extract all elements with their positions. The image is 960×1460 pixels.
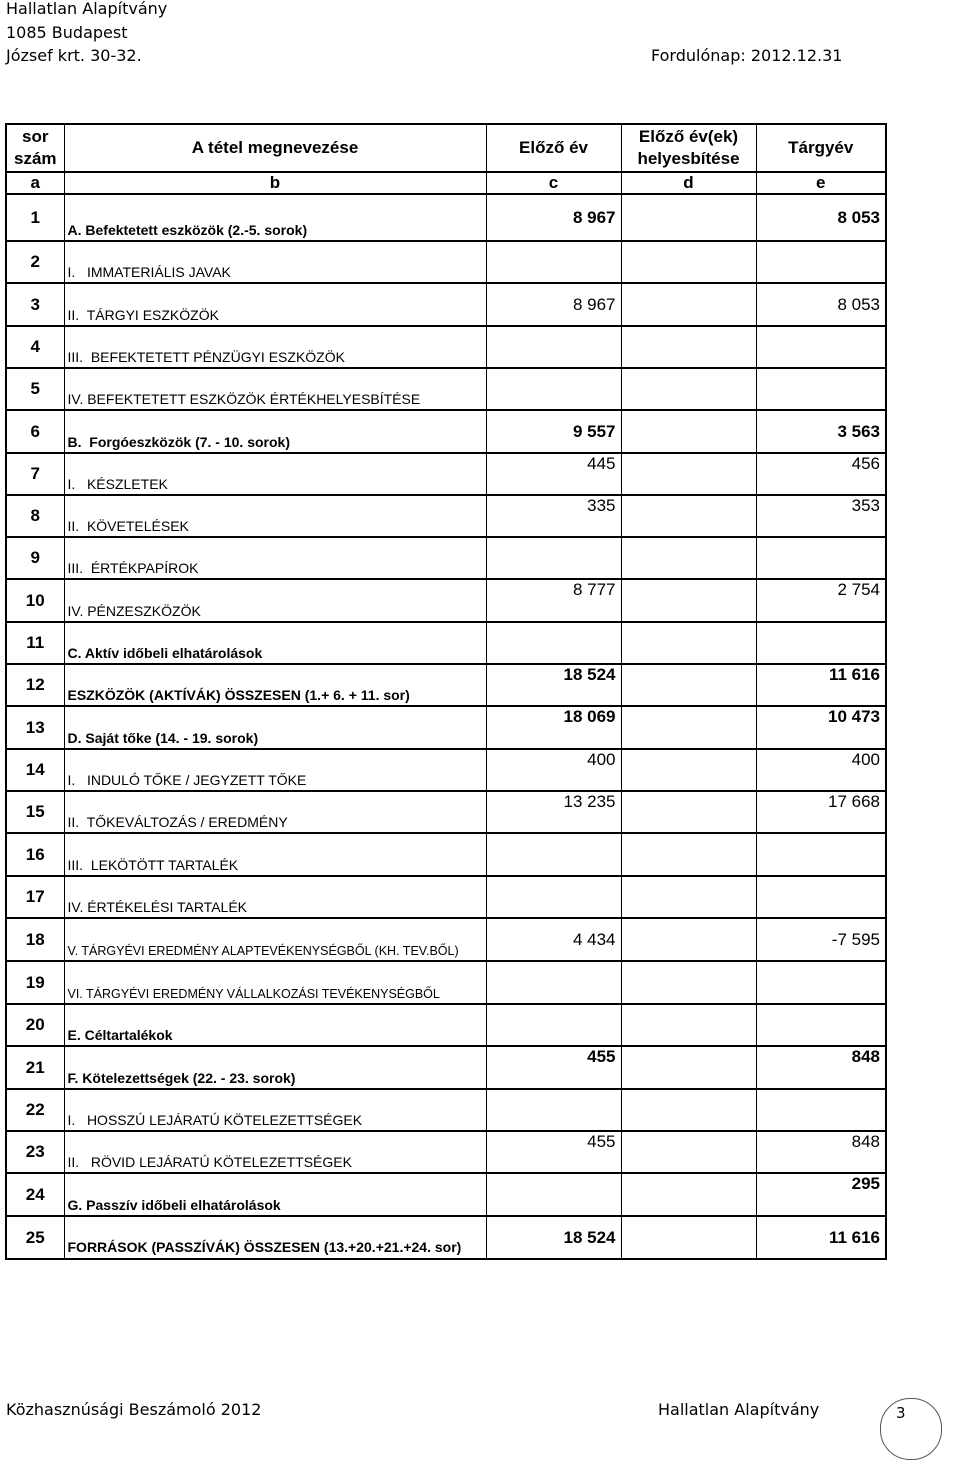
row-previous-year [486,537,621,579]
row-previous-year [486,876,621,918]
letter-c: c [486,172,621,194]
row-number: 10 [6,579,64,622]
header-item-name: A tétel megnevezése [64,124,486,172]
row-previous-year [486,326,621,368]
row-previous-year [486,961,621,1004]
row-label: FORRÁSOK (PASSZÍVÁK) ÖSSZESEN (13.+20.+21.+24. sor) [64,1216,486,1259]
table-row [6,410,886,453]
table-row [6,876,886,918]
row-number: 4 [6,326,64,368]
table-row [6,791,886,833]
row-label: I. KÉSZLETEK [64,453,486,495]
row-number: 25 [6,1216,64,1259]
row-label: B. Forgóeszközök (7. - 10. sorok) [64,410,486,453]
row-adjustment [621,664,756,706]
row-previous-year [486,1004,621,1046]
row-previous-year: 455 [486,1131,621,1173]
row-current-year: 400 [756,749,886,791]
row-label: II. KÖVETELÉSEK [64,495,486,537]
row-current-year: 848 [756,1131,886,1173]
table-row [6,368,886,410]
row-previous-year [486,368,621,410]
row-adjustment [621,368,756,410]
row-adjustment [621,410,756,453]
row-adjustment [621,1216,756,1259]
row-previous-year [486,1089,621,1131]
row-number: 3 [6,283,64,326]
row-previous-year: 400 [486,749,621,791]
row-number: 14 [6,749,64,791]
table-row [6,453,886,495]
row-label: III. BEFEKTETETT PÉNZÜGYI ESZKÖZÖK [64,326,486,368]
table-letter-row [6,172,886,194]
row-adjustment [621,1046,756,1089]
row-number: 22 [6,1089,64,1131]
row-adjustment [621,876,756,918]
row-adjustment [621,833,756,876]
header-address [6,0,167,71]
table-row [6,622,886,664]
row-adjustment [621,622,756,664]
row-number: 2 [6,241,64,283]
row-adjustment [621,1004,756,1046]
row-adjustment [621,749,756,791]
row-current-year [756,961,886,1004]
row-label: G. Passzív időbeli elhatárolások [64,1173,486,1216]
row-number: 5 [6,368,64,410]
row-adjustment [621,706,756,749]
row-current-year: 3 563 [756,410,886,453]
row-number: 7 [6,453,64,495]
row-adjustment [621,918,756,961]
table-row [6,1173,886,1216]
row-current-year: 11 616 [756,664,886,706]
row-adjustment [621,537,756,579]
row-previous-year [486,1173,621,1216]
header-szam: szám [13,149,57,168]
row-number: 17 [6,876,64,918]
table-row [6,833,886,876]
row-current-year: 353 [756,495,886,537]
row-adjustment [621,1131,756,1173]
header-row-number [6,124,64,172]
balance-sheet-table [5,123,887,1260]
row-adjustment [621,241,756,283]
table-row [6,706,886,749]
table-row [6,326,886,368]
row-label: A. Befektetett eszközök (2.-5. sorok) [64,194,486,241]
table-row [6,194,886,241]
row-current-year: 10 473 [756,706,886,749]
row-number: 18 [6,918,64,961]
row-current-year [756,1004,886,1046]
row-adjustment [621,1173,756,1216]
row-number: 11 [6,622,64,664]
row-current-year: 456 [756,453,886,495]
row-current-year [756,876,886,918]
row-previous-year [486,833,621,876]
row-label: I. IMMATERIÁLIS JAVAK [64,241,486,283]
row-label: IV. PÉNZESZKÖZÖK [64,579,486,622]
row-number: 6 [6,410,64,453]
row-adjustment [621,1089,756,1131]
table-row [6,664,886,706]
row-current-year: -7 595 [756,918,886,961]
row-number: 23 [6,1131,64,1173]
table-row [6,1089,886,1131]
header-previous-year: Előző év [486,124,621,172]
row-label: III. ÉRTÉKPAPÍROK [64,537,486,579]
row-previous-year: 455 [486,1046,621,1089]
row-label: I. INDULÓ TŐKE / JEGYZETT TŐKE [64,749,486,791]
org-city: 1085 Budapest [6,22,128,42]
row-number: 8 [6,495,64,537]
table-row [6,1046,886,1089]
table-row [6,1004,886,1046]
row-current-year [756,368,886,410]
row-adjustment [621,495,756,537]
row-adjustment [621,283,756,326]
row-current-year: 11 616 [756,1216,886,1259]
row-number: 21 [6,1046,64,1089]
row-label: ESZKÖZÖK (AKTÍVÁK) ÖSSZESEN (1.+ 6. + 11. sor) [64,664,486,706]
row-number: 12 [6,664,64,706]
page-number-circle [880,1398,942,1460]
row-number: 19 [6,961,64,1004]
org-name: Hallatlan Alapítvány [6,0,168,18]
row-label: IV. BEFEKTETETT ESZKÖZÖK ÉRTÉKHELYESBÍTÉSE [64,368,486,410]
row-current-year [756,326,886,368]
header-current-year: Tárgyév [756,124,886,172]
row-adjustment [621,453,756,495]
row-previous-year: 8 777 [486,579,621,622]
table-header-row [6,124,886,172]
row-previous-year: 8 967 [486,194,621,241]
table-row [6,537,886,579]
row-previous-year: 18 524 [486,1216,621,1259]
row-label: IV. ÉRTÉKELÉSI TARTALÉK [64,876,486,918]
row-previous-year [486,622,621,664]
row-label: II. TÁRGYI ESZKÖZÖK [64,283,486,326]
table-row [6,579,886,622]
header-adj-line1: Előző év(ek) [638,127,739,146]
row-current-year: 8 053 [756,283,886,326]
row-adjustment [621,194,756,241]
letter-a: a [6,172,64,194]
row-current-year: 848 [756,1046,886,1089]
table-row [6,918,886,961]
row-number: 24 [6,1173,64,1216]
row-number: 13 [6,706,64,749]
row-label: I. HOSSZÚ LEJÁRATÚ KÖTELEZETTSÉGEK [64,1089,486,1131]
row-current-year: 2 754 [756,579,886,622]
row-label: C. Aktív időbeli elhatárolások [64,622,486,664]
row-previous-year: 335 [486,495,621,537]
table-row [6,241,886,283]
row-label: VI. TÁRGYÉVI EREDMÉNY VÁLLALKOZÁSI TEVÉKENYSÉGBŐL [64,961,486,1004]
balance-date: Fordulónap: 2012.12.31 [651,46,843,65]
row-current-year: 295 [756,1173,886,1216]
row-current-year: 17 668 [756,791,886,833]
letter-d: d [621,172,756,194]
row-previous-year: 4 434 [486,918,621,961]
footer-org-name: Hallatlan Alapítvány [658,1400,820,1419]
letter-e: e [756,172,886,194]
row-label: F. Kötelezettségek (22. - 23. sorok) [64,1046,486,1089]
header-adj-line2: helyesbítése [637,149,740,168]
table-row [6,1216,886,1259]
row-number: 1 [6,194,64,241]
table-row [6,1131,886,1173]
row-label: II. RÖVID LEJÁRATÚ KÖTELEZETTSÉGEK [64,1131,486,1173]
row-number: 9 [6,537,64,579]
row-current-year: 8 053 [756,194,886,241]
row-current-year [756,833,886,876]
page-number: 3 [896,1404,906,1422]
row-previous-year: 18 069 [486,706,621,749]
row-number: 16 [6,833,64,876]
row-label: V. TÁRGYÉVI EREDMÉNY ALAPTEVÉKENYSÉGBŐL (KH. TEV.BŐL) [64,918,486,961]
header-adjustment [621,124,756,172]
org-street: József krt. 30-32. [6,46,142,65]
row-label: D. Saját tőke (14. - 19. sorok) [64,706,486,749]
row-previous-year: 18 524 [486,664,621,706]
row-label: III. LEKÖTÖTT TARTALÉK [64,833,486,876]
row-previous-year: 9 557 [486,410,621,453]
table-row [6,495,886,537]
row-previous-year [486,241,621,283]
row-previous-year: 8 967 [486,283,621,326]
letter-b: b [64,172,486,194]
row-adjustment [621,579,756,622]
row-number: 20 [6,1004,64,1046]
row-previous-year: 13 235 [486,791,621,833]
table-row [6,749,886,791]
row-adjustment [621,326,756,368]
table-row [6,961,886,1004]
row-current-year [756,241,886,283]
table-row [6,283,886,326]
row-previous-year: 445 [486,453,621,495]
row-current-year [756,622,886,664]
row-current-year [756,537,886,579]
row-label: II. TŐKEVÁLTOZÁS / EREDMÉNY [64,791,486,833]
row-adjustment [621,961,756,1004]
footer-report-title: Közhasznúsági Beszámoló 2012 [6,1400,262,1419]
row-label: E. Céltartalékok [64,1004,486,1046]
row-number: 15 [6,791,64,833]
row-adjustment [621,791,756,833]
header-sor: sor [22,127,49,146]
row-current-year [756,1089,886,1131]
